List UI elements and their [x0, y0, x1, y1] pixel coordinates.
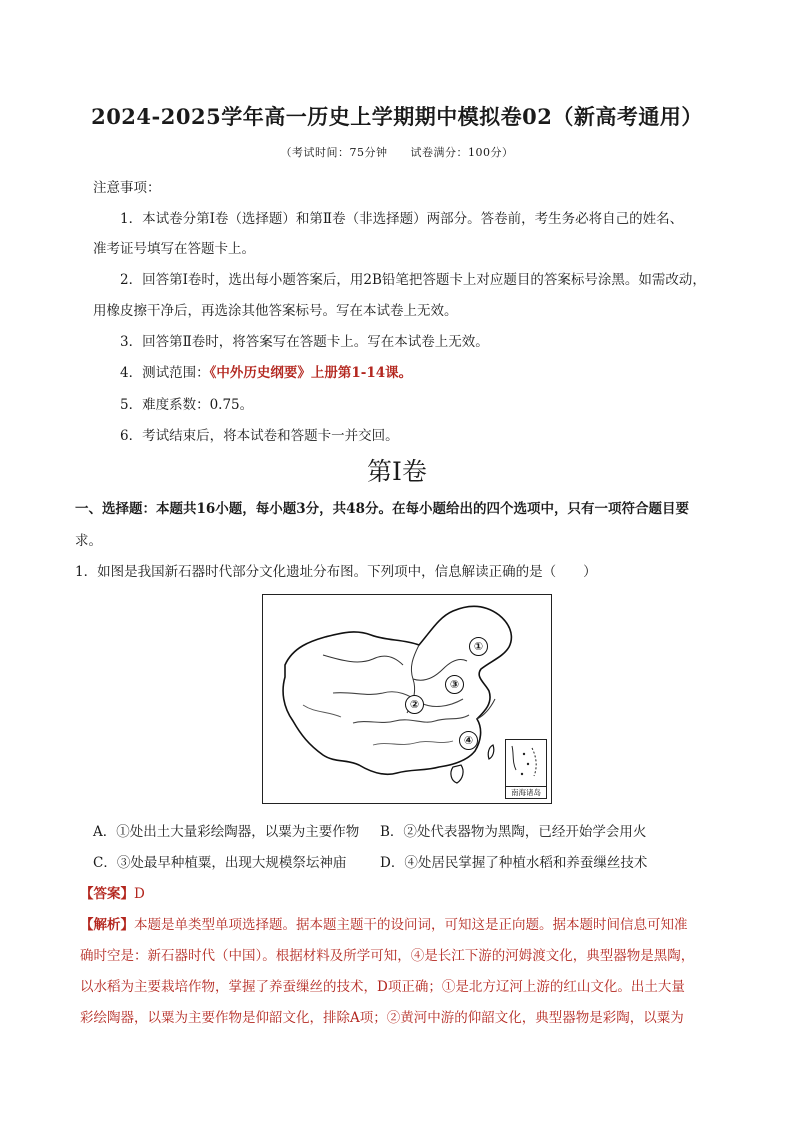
option-b: B．②处代表器物为黑陶，已经开始学会用火	[380, 824, 647, 840]
inset-label: 南海诸岛	[506, 786, 546, 798]
analysis-label: 【解析】	[80, 917, 134, 933]
south-china-sea-inset	[505, 739, 547, 799]
neolithic-sites-map	[262, 594, 552, 804]
notice-item-1-line-1: 1．本试卷分第Ⅰ卷（选择题）和第Ⅱ卷（非选择题）两部分。答卷前，考生务必将自己的姓名、	[120, 211, 684, 227]
inset-islands	[506, 740, 546, 787]
analysis-line-1: 【解析】本题是单类型单项选择题。据本题主题干的设问词，可知这是正向题。据本题时间信息可知准	[80, 917, 688, 933]
section-heading-line-2: 求。	[75, 533, 102, 549]
notice-item-2-line-2: 用橡皮擦干净后，再选涂其他答案标号。写在本试卷上无效。	[93, 303, 458, 319]
analysis-line-4: 彩绘陶器，以粟为主要作物是仰韶文化，排除A项；②黄河中游的仰韶文化，典型器物是彩陶，以粟为	[80, 1010, 684, 1026]
answer-row	[80, 882, 145, 902]
option-c: C．③处最早种植粟，出现大规模祭坛神庙	[93, 855, 347, 871]
notice-item-3: 3．回答第Ⅱ卷时，将答案写在答题卡上。写在本试卷上无效。	[120, 334, 489, 350]
test-scope: 《中外历史纲要》上册第1-14课。	[209, 365, 413, 381]
notice-heading: 注意事项：	[93, 180, 161, 196]
section-heading-line-1: 一、选择题：本题共16小题，每小题3分，共48分。在每小题给出的四个选项中，只有一项符合题目要	[75, 501, 689, 517]
site-marker-4: ④	[459, 731, 478, 750]
volume-title: 第Ⅰ卷	[367, 457, 427, 486]
notice-item-4	[120, 361, 412, 381]
notice-item-2-line-1: 2．回答第Ⅰ卷时，选出每小题答案后，用2B铅笔把答题卡上对应题目的答案标号涂黑。如需改动，	[120, 272, 706, 288]
analysis-line-2: 确时空是：新石器时代（中国）。根据材料及所学可知，④是长江下游的河姆渡文化，典型器物是黑陶，	[80, 948, 695, 964]
notice-item-5: 5．难度系数：0.75。	[120, 397, 254, 413]
option-a: A．①处出土大量彩绘陶器，以粟为主要作物	[93, 824, 360, 840]
notice-item-6: 6．考试结束后，将本试卷和答题卡一并交回。	[120, 428, 399, 444]
exam-subtitle: （考试时间：75分钟 试卷满分：100分）	[280, 146, 514, 159]
analysis-line-3: 以水稻为主要栽培作物，掌握了养蚕缫丝的技术，D项正确；①是北方辽河上游的红山文化。出土大量	[80, 979, 685, 995]
answer-label: 【答案】	[80, 886, 134, 902]
notice-item-4-prefix: 4．测试范围：	[120, 365, 210, 381]
site-marker-2: ②	[405, 695, 424, 714]
answer-value: D	[134, 886, 145, 902]
question-1-stem: 1．如图是我国新石器时代部分文化遗址分布图。下列项中，信息解读正确的是（ ）	[75, 564, 597, 580]
notice-item-1-line-2: 准考证号填写在答题卡上。	[93, 241, 255, 257]
exam-title: 2024-2025学年高一历史上学期期中模拟卷02（新高考通用）	[91, 104, 703, 129]
option-d: D．④处居民掌握了种植水稻和养蚕缫丝技术	[380, 855, 648, 871]
site-marker-3: ③	[445, 675, 464, 694]
site-marker-1: ①	[469, 637, 488, 656]
